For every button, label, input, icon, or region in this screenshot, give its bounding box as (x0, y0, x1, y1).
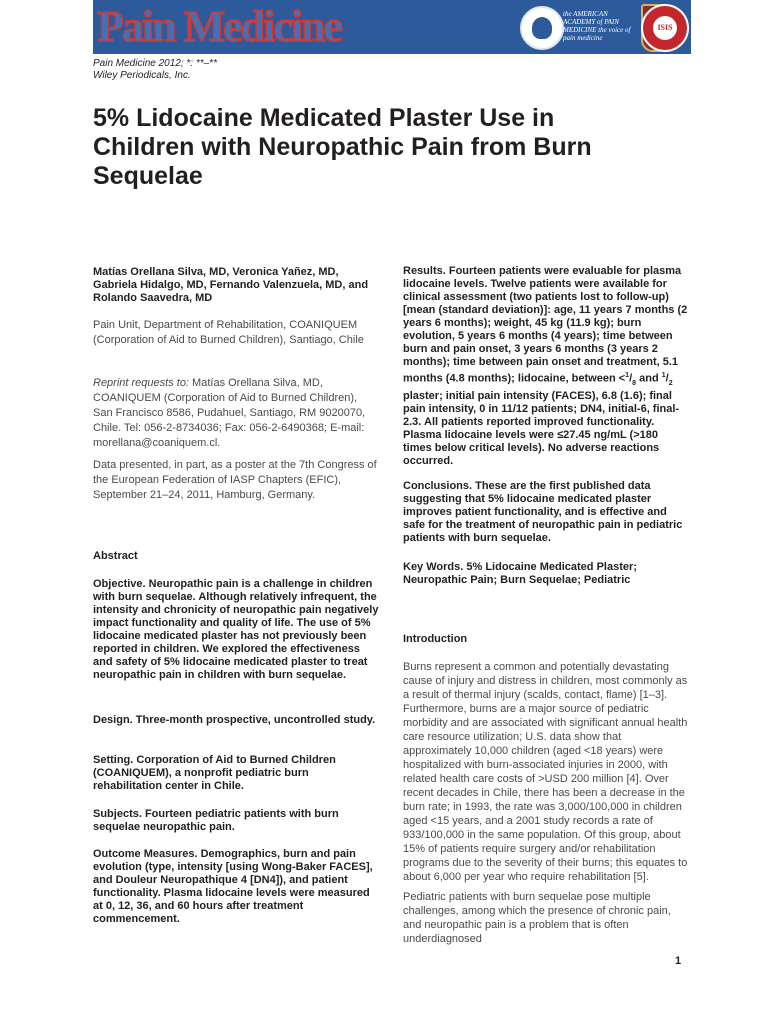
citation (93, 58, 217, 82)
isis-logo-text: ISIS (653, 16, 677, 40)
results-text-a: Results. Fourteen patients were evaluable for plasma lidocaine levels. Twelve patients were available for clinical assessment (two patients lost to follow-up) [mean (standard deviation)]: age, 11 years 7 months (2 years 6 months); weight, 45 kg (11.9 kg); burn evolution, 5 years 6 months (4 years); time between burn and pain onset, 3 years 6 months (3 years 2 months); time between pain onset and treatment, 5.1 months (4.8 months); lidocaine, between < (403, 265, 688, 385)
presentation-note: Data presented, in part, as a poster at the 7th Congress of the European Federation of IASP Chapters (EFIC), September 21–24, 2011, Hamburg, Germany. (93, 459, 377, 501)
reprint-text: Matías Orellana Silva, MD, COANIQUEM (Corporation of Aid to Burned Children), San Francisco 8586, Pudahuel, Santiago, RM 9020070, Chile. Tel: 056-2-8734036; Fax: 056-2-6490368; E-mail: morellana@coaniquem.cl. (93, 377, 366, 449)
abstract-design: Design. Three-month prospective, uncontrolled study. (93, 714, 376, 726)
isis-seal-logo (641, 4, 689, 52)
affiliation: Pain Unit, Department of Rehabilitation, COANIQUEM (Corporation of Aid to Burned Children), Santiago, Chile (93, 319, 364, 346)
key-words: Key Words. 5% Lidocaine Medicated Plaster; Neuropathic Pain; Burn Sequelae; Pediatric (403, 561, 637, 586)
abstract-heading: Abstract (93, 550, 138, 562)
reprint-requests (93, 376, 379, 451)
fraction-denominator: 2 (668, 379, 673, 387)
reprint-label: Reprint requests to: (93, 377, 189, 389)
abstract-subjects: Subjects. Fourteen pediatric patients with burn sequelae neuropathic pain. (93, 808, 339, 833)
abstract-setting: Setting. Corporation of Aid to Burned Children (COANIQUEM), a nonprofit pediatric burn rehabilitation center in Chile. (93, 754, 336, 792)
abstract-results: Results. Fourteen patients were evaluable for plasma lidocaine levels. Twelve patients were available for clinical assessment (two patients lost to follow-up) [mean (standard deviation)]: age, 11 years 7 months (2 years 6 months); weight, 45 kg (11.9 kg); burn evolution, 5 years 6 months (4 years); time between burn and pain onset, 3 years 6 months (3 years 2 months); time between pain onset and treatment, 5.1 months (4.8 months); lidocaine, between $<^1/_8$ and $^1/_2$ plaster; initial pain intensity (FACES), 6.8 (1.6); final pain intensity, 0 in 11/12 patients; DN4, initial-6, final-2.3. All patients reported improved functionality. Plasma lidocaine levels were ≤27.45 ng/mL (>180 times below critical levels). No adverse reactions occurred. (403, 265, 688, 467)
abstract-objective: Objective. Neuropathic pain is a challenge in children with burn sequelae. Although relatively infrequent, the intensity and chronicity of neuropathic pain negatively impact functionality and quality of life. The use of 5% lidocaine medicated plaster has not previously been reported in children. We explored the effectiveness and safety of 5% lidocaine medicated plaster to treat neuropathic pain in children with burn sequelae. (93, 578, 379, 681)
page-number: 1 (675, 955, 682, 967)
article-title: 5% Lidocaine Medicated Plaster Use in Children with Neuropathic Pain from Burn Sequelae (93, 104, 592, 190)
fraction-numerator: 1 (625, 372, 630, 379)
citation-publisher: Wiley Periodicals, Inc. (93, 70, 191, 81)
author-list: Matías Orellana Silva, MD, Veronica Yañez, MD, Gabriela Hidalgo, MD, Fernando Valenzuela, MD, and Rolando Saavedra, MD (93, 266, 369, 304)
fraction-numerator: 1 (661, 372, 666, 379)
abstract-outcome-measures: Outcome Measures. Demographics, burn and pain evolution (type, intensity [using Wong-Baker FACES], and Douleur Neuropathique 4 [DN4]), and patient functionality. Plasma lidocaine levels were measured at 0, 12, 36, and 60 hours after treatment commencement. (93, 848, 373, 925)
journal-logo: Pain Medicine (97, 2, 342, 51)
introduction-paragraph: Burns represent a common and potentially devastating cause of injury and distress in children, most commonly as a result of thermal injury (scalds, contact, flame) [1–3]. Furthermore, burns are a major source of pediatric morbidity and are associated with significant annual health care resource utilization; U.S. data show that approximately 10,000 children (aged <18 years) were hospitalized with burn-associated injuries in 2000, with related health care costs of >USD 200 million [4]. Over recent decades in Chile, there has been a decrease in the burn rate; in 1993, the rate was 3,000/100,000 in children aged <15 years, and a 2001 study records a rate of 933/100,000 in the same population. Of this group, about 15% of patients require surgery and/or rehabilitation programs due to the severity of their burns; this equates to about 6,000 per year who require rehabilitation [5]. (403, 661, 688, 883)
abstract-conclusions: Conclusions. These are the first published data suggesting that 5% lidocaine medicated plaster improves patient functionality, and is effective and safe for the treatment of neuropathic pain in pediatric patients with burn sequelae. (403, 480, 683, 544)
journal-banner (93, 0, 691, 54)
results-text-c: plaster; initial pain intensity (FACES), 6.8 (1.6); final pain intensity, 0 in 11/12 patients; DN4, initial-6, final-2.3. All patients reported improved functionality. Plasma lidocaine levels were ≤27.45 ng/mL (>180 times below critical levels). No adverse reactions occurred. (403, 389, 680, 467)
aapm-logo-text: the AMERICAN ACADEMY of PAIN MEDICINE the voice of pain medicine (563, 10, 631, 42)
aapm-seal-logo (520, 6, 564, 50)
introduction-heading: Introduction (403, 633, 468, 645)
results-text-b: and (636, 372, 662, 385)
fraction-denominator: 8 (632, 379, 637, 387)
citation-journal: Pain Medicine 2012; *: **–** (93, 58, 217, 69)
introduction-paragraph: Pediatric patients with burn sequelae pose multiple challenges, among which the presence of chronic pain, and neuropathic pain is a problem that is often underdiagnosed (403, 891, 671, 945)
